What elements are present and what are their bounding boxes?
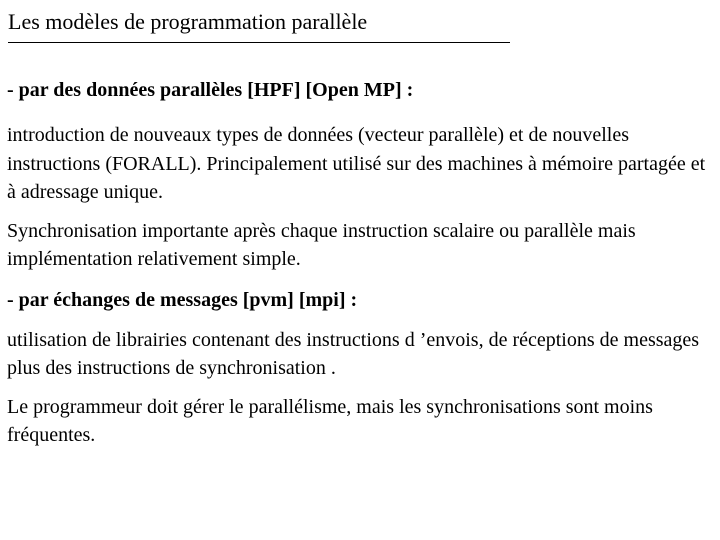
- slide-title: Les modèles de programmation parallèle: [8, 9, 368, 34]
- section-heading-data-parallel: - par des données parallèles [HPF] [Open MP] :: [7, 79, 414, 101]
- slide-body: [7, 76, 715, 450]
- paragraph-data-parallel-synchronisation: Synchronisation importante après chaque instruction scalaire ou parallèle mais implémentation relativement simple.: [7, 219, 636, 270]
- title-underline: [8, 42, 510, 43]
- paragraph-message-passing-programmer: Le programmeur doit gérer le parallélisme, mais les synchronisations sont moins fréquentes.: [7, 395, 653, 446]
- paragraph-data-parallel-description: introduction de nouveaux types de données (vecteur parallèle) et de nouvelles instructions (FORALL). Principalement utilisé sur des machines à mémoire partagée et à adressage unique.: [7, 124, 706, 203]
- paragraph-message-passing-description: utilisation de librairies contenant des instructions d ’envois, de réceptions de messages plus des instructions de synchronisation .: [7, 328, 700, 379]
- section-heading-message-passing: - par échanges de messages [pvm] [mpi] :: [7, 288, 358, 311]
